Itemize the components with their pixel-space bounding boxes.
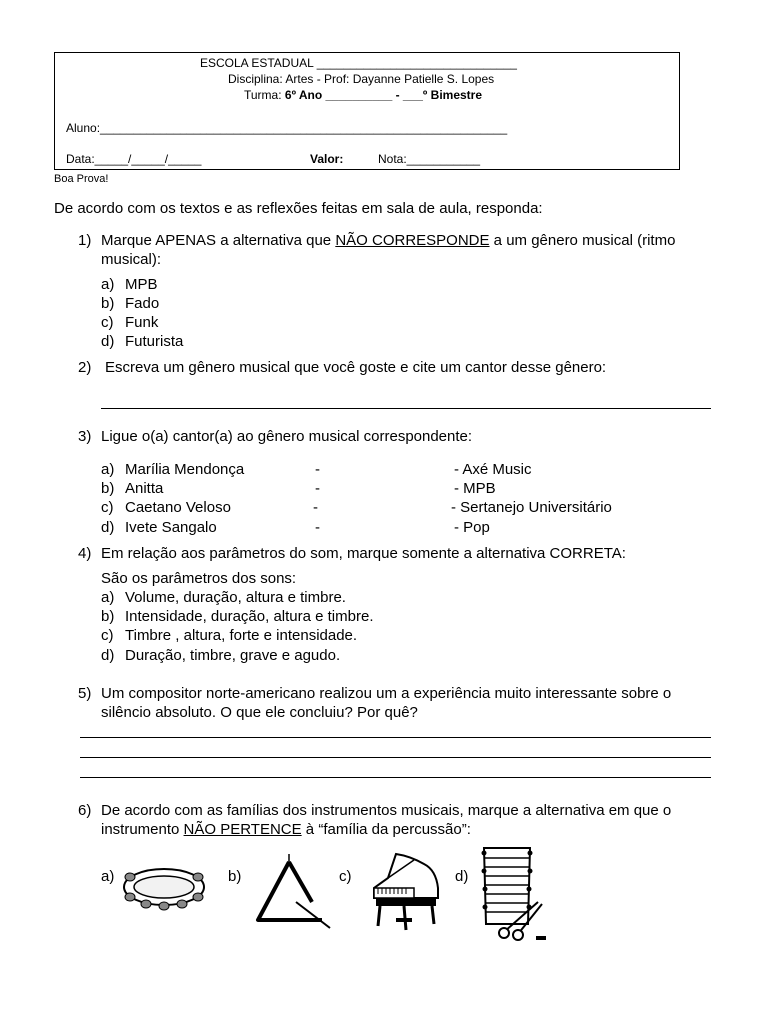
q1-text-underlined: NÃO CORRESPONDE <box>335 232 490 249</box>
q3-number: 3) <box>78 428 92 445</box>
xylophone-icon[interactable] <box>474 846 558 944</box>
q2-text: Escreva um gênero musical que você goste e cite um cantor desse gênero: <box>105 359 607 376</box>
q6-option-letter[interactable]: d) <box>455 868 469 885</box>
piano-icon[interactable] <box>366 850 446 934</box>
q4-option-text[interactable]: Timbre , altura, forte e intensidade. <box>125 627 358 644</box>
q2-answer-line[interactable] <box>101 408 711 409</box>
q4-text: Em relação aos parâmetros do som, marque somente a alternativa CORRETA: <box>101 545 626 562</box>
q1-number: 1) <box>78 232 92 249</box>
q4-option-text[interactable]: Duração, timbre, grave e agudo. <box>125 647 341 664</box>
q3-genre[interactable]: - MPB <box>454 480 496 497</box>
q3-dash: - <box>315 480 320 497</box>
q6-text-before: instrumento <box>101 821 184 838</box>
q3-singer[interactable]: Ivete Sangalo <box>125 519 217 536</box>
q6-text-line1: De acordo com as famílias dos instrumentos musicais, marque a alternativa em que o <box>101 802 672 819</box>
q6-option-letter[interactable]: a) <box>101 868 115 885</box>
q1-text-after: a um gênero musical (ritmo <box>489 232 676 249</box>
q4-option-letter[interactable]: b) <box>101 608 115 625</box>
q1-text-line2: musical): <box>101 251 162 268</box>
q4-subtitle: São os parâmetros dos sons: <box>101 570 297 587</box>
value-label: Valor: <box>310 152 344 166</box>
q3-genre[interactable]: - Pop <box>454 519 490 536</box>
tambourine-icon[interactable] <box>116 862 212 916</box>
q4-option-text[interactable]: Volume, duração, altura e timbre. <box>125 589 346 606</box>
q5-answer-line[interactable] <box>80 757 711 758</box>
class-prefix: Turma: <box>244 88 285 102</box>
q3-row-letter: b) <box>101 480 115 497</box>
q3-genre[interactable]: - Axé Music <box>454 461 532 478</box>
q1-option-text[interactable]: Futurista <box>125 333 184 350</box>
q3-text: Ligue o(a) cantor(a) ao gênero musical correspondente: <box>101 428 473 445</box>
q3-dash: - <box>313 499 318 516</box>
q3-row-letter: c) <box>101 499 114 516</box>
q3-row-letter: a) <box>101 461 115 478</box>
school-line: ESCOLA ESTADUAL ______________________________ <box>200 56 517 70</box>
q2-number: 2) <box>78 359 92 376</box>
q6-number: 6) <box>78 802 92 819</box>
q3-singer[interactable]: Marília Mendonça <box>125 461 245 478</box>
q1-option-letter[interactable]: a) <box>101 276 115 293</box>
grade-field[interactable]: Nota:___________ <box>378 152 481 166</box>
class-line <box>244 88 482 102</box>
q5-text-line2: silêncio absoluto. O que ele concluiu? Por quê? <box>101 704 418 721</box>
q6-text-line2 <box>101 821 471 838</box>
student-field[interactable]: Aluno:_____________________________________________________________ <box>66 121 508 135</box>
q3-genre[interactable]: - Sertanejo Universitário <box>451 499 612 516</box>
q1-option-text[interactable]: Funk <box>125 314 159 331</box>
q4-option-letter[interactable]: d) <box>101 647 115 664</box>
q5-answer-line[interactable] <box>80 737 711 738</box>
q1-text-before: Marque APENAS a alternativa que <box>101 232 336 249</box>
q4-number: 4) <box>78 545 92 562</box>
q4-option-letter[interactable]: c) <box>101 627 114 644</box>
q3-dash: - <box>315 519 320 536</box>
q4-option-text[interactable]: Intensidade, duração, altura e timbre. <box>125 608 374 625</box>
q6-text-underlined: NÃO PERTENCE <box>183 821 302 838</box>
q4-option-letter[interactable]: a) <box>101 589 115 606</box>
q5-text-line1: Um compositor norte-americano realizou um a experiência muito interessante sobre o <box>101 685 672 702</box>
q1-option-text[interactable]: MPB <box>125 276 158 293</box>
q6-option-letter[interactable]: b) <box>228 868 242 885</box>
q1-text <box>101 232 675 249</box>
q5-number: 5) <box>78 685 92 702</box>
q6-text-after: à “família da percussão”: <box>301 821 471 838</box>
instructions: De acordo com os textos e as reflexões feitas em sala de aula, responda: <box>54 200 543 217</box>
q1-option-text[interactable]: Fado <box>125 295 160 312</box>
q1-option-letter[interactable]: b) <box>101 295 115 312</box>
date-field[interactable]: Data:_____/_____/_____ <box>66 152 202 166</box>
q5-answer-line[interactable] <box>80 777 711 778</box>
q3-singer[interactable]: Anitta <box>125 480 164 497</box>
q1-option-letter[interactable]: c) <box>101 314 114 331</box>
greeting: Boa Prova! <box>54 173 109 185</box>
q3-row-letter: d) <box>101 519 115 536</box>
discipline-line: Disciplina: Artes - Prof: Dayanne Patielle S. Lopes <box>228 72 495 86</box>
class-year-term: 6º Ano __________ - ___º Bimestre <box>284 88 483 102</box>
q6-option-letter[interactable]: c) <box>339 868 352 885</box>
q3-dash: - <box>315 461 320 478</box>
triangle-icon[interactable] <box>252 852 334 930</box>
q1-option-letter[interactable]: d) <box>101 333 115 350</box>
q3-singer[interactable]: Caetano Veloso <box>125 499 231 516</box>
